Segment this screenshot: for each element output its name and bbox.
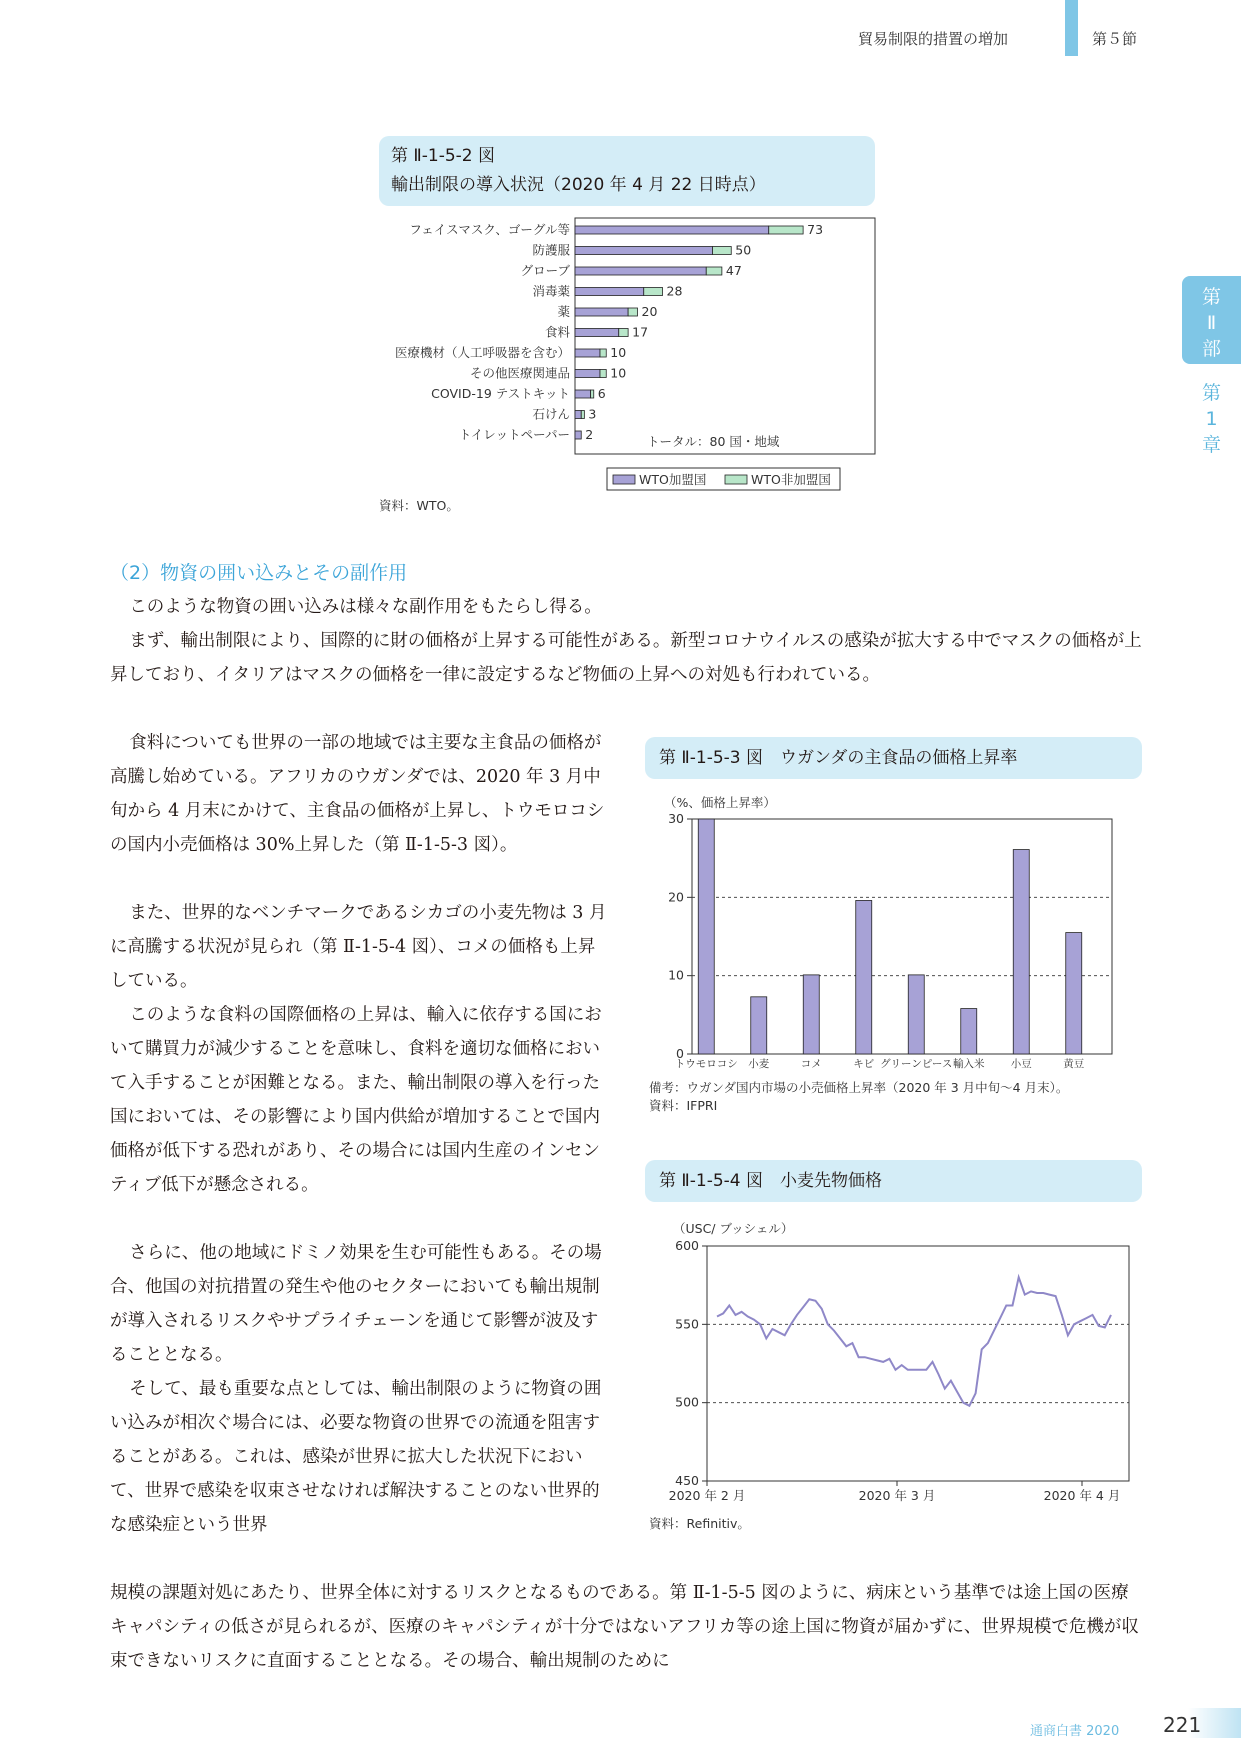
- side-tab-chapter-line2: 1: [1205, 408, 1218, 430]
- chart2-bar: [698, 819, 714, 1054]
- figure3-header: 第 Ⅱ-1-5-4 図 小麦先物価格: [645, 1160, 1142, 1202]
- chart2-x-tick-label: コメ: [800, 1058, 822, 1070]
- chart2-bar: [856, 900, 872, 1054]
- figure3-source: 資料：Refinitiv。: [649, 1516, 750, 1531]
- chart3-x-tick-label: 2020 年 3 月: [858, 1488, 936, 1503]
- chart1-category-label: 食料: [544, 324, 570, 340]
- chart1-total-label: 20: [641, 304, 658, 319]
- chart1-bar-member: [575, 349, 600, 357]
- paragraph-1: このような物資の囲い込みは様々な副作用をもたらし得る。: [129, 597, 602, 617]
- chart1-category-label: COVID-19 テストキット: [431, 386, 570, 401]
- chart1-legend-swatch-nonmember: [725, 475, 747, 484]
- chart2-x-tick-label: グリーンピース: [880, 1058, 953, 1070]
- chart1-bar-member: [575, 288, 644, 296]
- chart1-bar-member: [575, 431, 581, 439]
- chart1-bar-nonmember: [600, 349, 606, 357]
- paragraph-7a: そして、最も重要な点としては、輸出制限のように物資の囲い込みが相次ぐ場合には、必要な物資の世界での流通を阻害することがある。これは、感染が世界に拡大した状況下において、世界で感染を収束させなければ解決することのない世界的な感染症という世界: [110, 1379, 602, 1535]
- paragraph-5: このような食料の国際価格の上昇は、輸入に依存する国において購買力が減少することを意味し、食料を適切な価格において入手することが困難となる。また、輸出制限の導入を行った国においては、その影響により国内供給が増加することで国内価格が低下する恐れがあり、その場合には国内生産のインセンティブ低下が懸念される。: [110, 1005, 602, 1195]
- chart2-bar: [1066, 933, 1082, 1054]
- paragraph-3: 食料についても世界の一部の地域では主要な主食品の価格が高騰し始めている。アフリカのウガンダでは、2020 年 3 月中旬から 4 月末にかけて、主食品の価格が上昇し、トウモロコシの国内小売価格は 30%上昇した（第 Ⅱ-1-5-3 図）。: [110, 733, 605, 855]
- chart3-y-tick-label: 450: [675, 1473, 699, 1488]
- chart3-frame: [707, 1246, 1129, 1481]
- chart1-bar-nonmember: [581, 411, 584, 419]
- chart2-x-tick-label: 輸入米: [953, 1058, 985, 1070]
- figure1-header: [379, 136, 875, 206]
- chart3-y-tick-label: 550: [675, 1316, 699, 1332]
- page-number: 221: [1163, 1713, 1202, 1737]
- paragraph-4: また、世界的なベンチマークであるシカゴの小麦先物は 3 月に高騰する状況が見られ（第 Ⅱ-1-5-4 図）、コメの価格も上昇している。: [110, 903, 607, 991]
- chart1-total-label: 17: [632, 324, 649, 340]
- chart1-category-label: グローブ: [520, 263, 570, 278]
- chart1-total-label: 50: [735, 242, 752, 258]
- chart1-category-label: トイレットペーパー: [458, 427, 570, 442]
- side-tab-part-line3: 部: [1201, 338, 1221, 360]
- side-tab-part-line1: 第: [1201, 286, 1221, 308]
- chart1-total-label: 10: [610, 365, 627, 381]
- chart2-y-tick-label: 10: [668, 967, 684, 983]
- chart1-total-label: 6: [597, 386, 606, 401]
- chart2-bar: [908, 975, 924, 1054]
- figure1-export-restrictions-chart: [370, 212, 880, 497]
- chart1-total-label: 28: [666, 283, 683, 299]
- figure2-header: 第 Ⅱ-1-5-3 図 ウガンダの主食品の価格上昇率: [645, 737, 1142, 779]
- chart2-y-tick-label: 30: [668, 811, 684, 826]
- chart1-bar-member: [575, 247, 713, 255]
- figure2-note: 備考：ウガンダ国内市場の小売価格上昇率（2020 年 3 月中旬〜4 月末）。: [649, 1080, 1069, 1095]
- figure2-source: 資料：IFPRI: [649, 1098, 718, 1113]
- chart3-series-line: [717, 1277, 1111, 1406]
- figure1-title: 輸出制限の導入状況（2020 年 4 月 22 日時点）: [391, 175, 766, 195]
- paragraph-6: さらに、他の地域にドミノ効果を生む可能性もある。その場合、他国の対抗措置の発生や他のセクターにおいても輸出規制が導入されるリスクやサプライチェーンを通じて影響が波及することとなる。: [110, 1243, 602, 1365]
- figure2-uganda-price-chart: [645, 786, 1125, 1071]
- chart3-x-tick-label: 2020 年 4 月: [1043, 1488, 1121, 1503]
- chart1-bar-member: [575, 267, 706, 275]
- chart1-bar-nonmember: [706, 267, 722, 275]
- side-tab-part-line2: Ⅱ: [1206, 312, 1217, 334]
- chart2-bar: [961, 1009, 977, 1054]
- chart1-bar-nonmember: [600, 370, 606, 378]
- chart3-y-tick-label: 600: [675, 1238, 699, 1253]
- chart1-bar-member: [575, 308, 628, 316]
- chart1-bar-nonmember: [644, 288, 663, 296]
- header-accent-bar: [1065, 0, 1078, 56]
- side-tab-chapter-line3: 章: [1201, 434, 1221, 456]
- footer-publication: 通商白書 2020: [1030, 1724, 1120, 1739]
- chart1-category-label: 石けん: [532, 406, 570, 422]
- figure3-wheat-futures-chart: [645, 1210, 1135, 1510]
- chart2-y-tick-label: 0: [676, 1046, 684, 1061]
- chart1-legend-label-nonmember: WTO非加盟国: [751, 472, 831, 487]
- chart2-x-tick-label: 小麦: [748, 1058, 770, 1070]
- chart1-total-label: 47: [725, 263, 742, 278]
- chart1-total-label: 73: [807, 222, 824, 237]
- section-heading: （2）物資の囲い込みとその副作用: [110, 562, 408, 584]
- chart1-category-label: その他医療関連品: [469, 365, 570, 381]
- chart2-bar: [803, 975, 819, 1054]
- chart3-y-tick-label: 500: [675, 1394, 699, 1410]
- chart1-category-label: 医療機材（人工呼吸器を含む）: [394, 345, 570, 360]
- chart3-x-tick-label: 2020 年 2 月: [668, 1488, 746, 1503]
- chart2-x-tick-label: 小豆: [1010, 1058, 1032, 1070]
- chart1-legend-swatch-member: [613, 475, 635, 484]
- side-tab-chapter-line1: 第: [1201, 382, 1221, 404]
- chart1-bar-nonmember: [769, 226, 803, 234]
- chart2-y-tick-label: 20: [668, 889, 684, 905]
- chart1-category-label: 防護服: [532, 242, 570, 258]
- chart2-x-tick-label: キビ: [853, 1058, 875, 1070]
- chart1-total-label: 3: [588, 406, 597, 422]
- chart1-total-label: 10: [610, 345, 627, 360]
- figure1-source: 資料：WTO。: [379, 498, 459, 513]
- chart2-x-tick-label: トウモロコシ: [674, 1058, 738, 1070]
- chart1-bar-member: [575, 411, 581, 419]
- chart1-bar-member: [575, 329, 619, 337]
- chart1-bar-nonmember: [619, 329, 628, 337]
- chart1-total-label: 2: [585, 427, 594, 442]
- chart1-bar-member: [575, 370, 600, 378]
- running-header-section-title: 貿易制限的措置の増加: [858, 30, 1009, 48]
- chart1-bar-member: [575, 226, 769, 234]
- chart1-bar-member: [575, 390, 591, 398]
- side-tab-chapter: [1182, 380, 1241, 458]
- chart1-total-note: トータル：80 国・地域: [647, 434, 780, 449]
- chart3-y-axis-label: （USC/ ブッシェル）: [673, 1221, 794, 1236]
- figure1-number: 第 Ⅱ-1-5-2 図: [391, 146, 496, 166]
- paragraph-7b: 規模の課題対処にあたり、世界全体に対するリスクとなるものである。第 Ⅱ-1-5-5 図のように、病床という基準では途上国の医療キャパシティの低さが見られるが、医療のキャパシティが十分ではないアフリカ等の途上国に物資が届かずに、世界規模で危機が収束できないリスクに直面することとなる。その場合、輸出規制のために: [110, 1583, 1139, 1671]
- chart2-bar: [751, 997, 767, 1054]
- chart2-y-axis-label: （%、価格上昇率）: [664, 795, 776, 810]
- chart1-bar-nonmember: [628, 308, 637, 316]
- chart2-bar: [1013, 850, 1029, 1054]
- running-header-chapter: 第５節: [1092, 30, 1138, 48]
- chart1-category-label: 薬: [557, 304, 570, 319]
- chart1-legend-label-member: WTO加盟国: [639, 472, 707, 487]
- chart1-category-label: 消毒薬: [532, 283, 570, 299]
- chart1-bar-nonmember: [713, 247, 732, 255]
- chart1-category-label: フェイスマスク、ゴーグル等: [409, 222, 570, 237]
- chart1-bar-nonmember: [591, 390, 594, 398]
- side-tab-part: [1182, 276, 1241, 364]
- paragraph-2: まず、輸出制限により、国際的に財の価格が上昇する可能性がある。新型コロナウイルスの感染が拡大する中でマスクの価格が上昇しており、イタリアはマスクの価格を一律に設定するなど物価の上昇への対処も行われている。: [110, 631, 1142, 685]
- chart2-x-tick-label: 黄豆: [1063, 1058, 1085, 1070]
